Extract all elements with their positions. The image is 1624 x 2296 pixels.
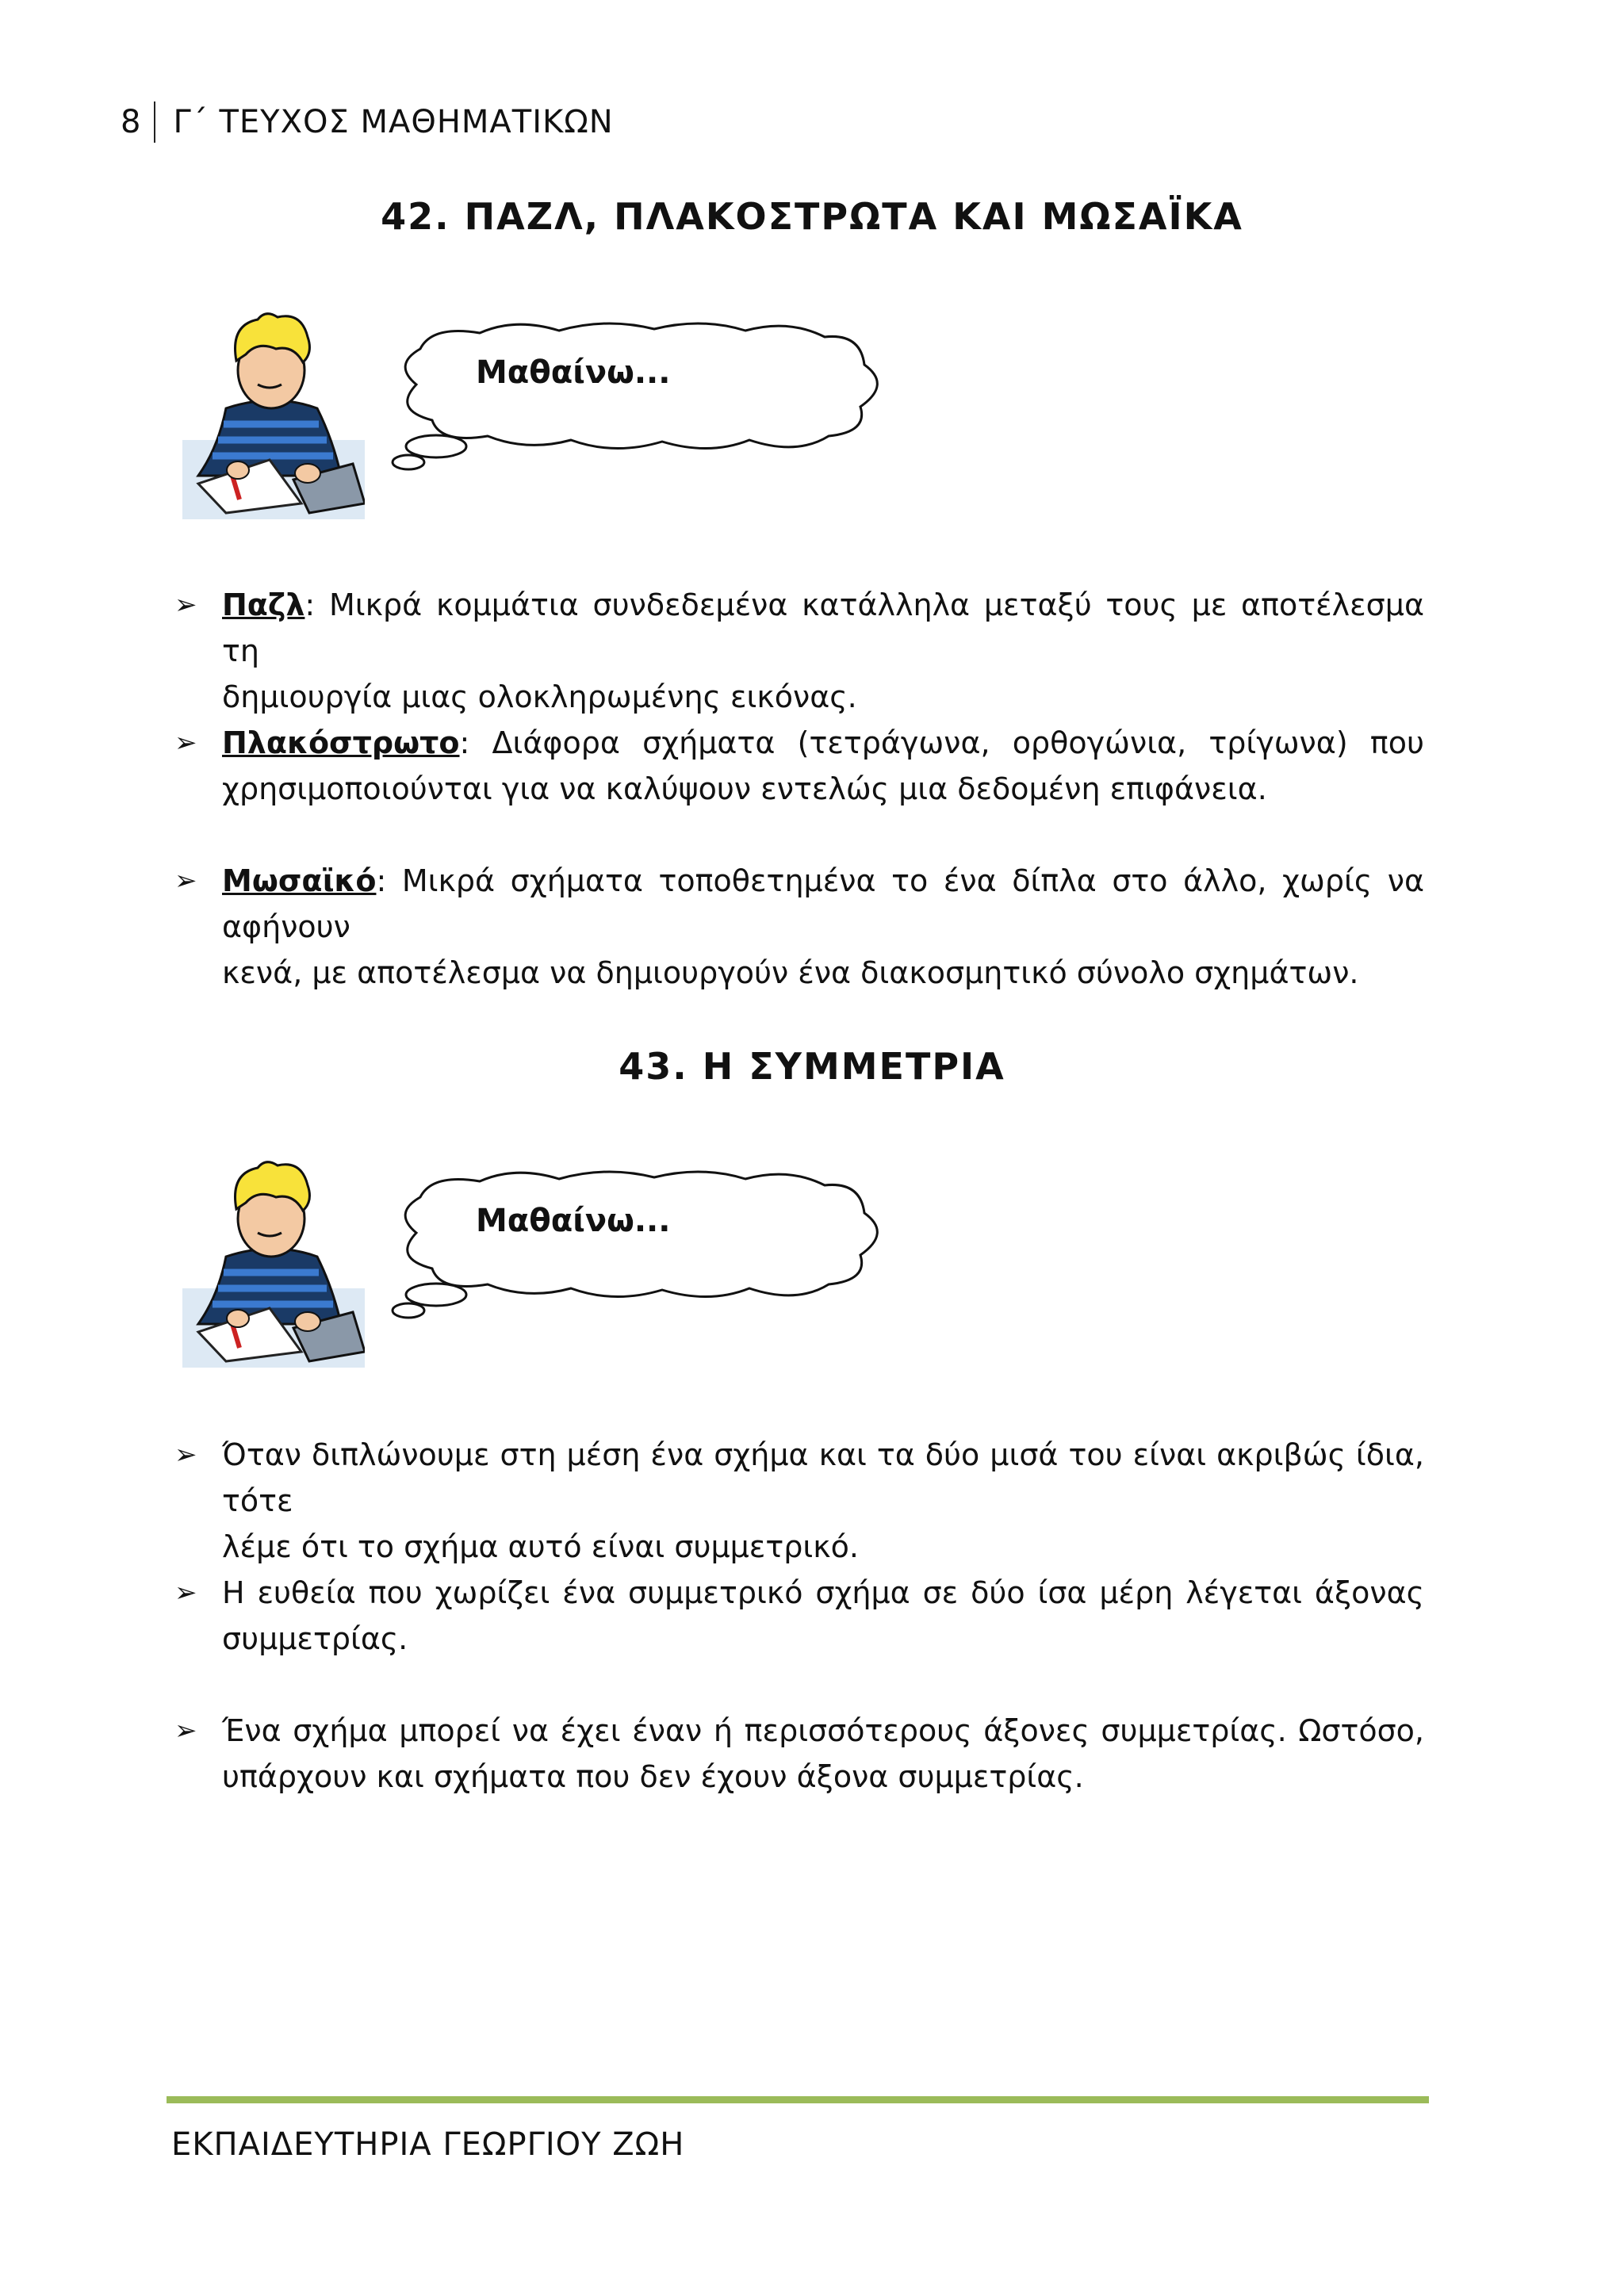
list-item: [174, 1570, 1424, 1662]
thought-bubble-text: Μαθαίνω...: [476, 1203, 671, 1239]
studying-boy-illustration: [182, 1154, 365, 1372]
arrow-bullet-icon: ➢: [174, 1715, 197, 1747]
term: Πλακόστρωτο: [222, 725, 460, 760]
page-number: 8: [121, 104, 142, 140]
term: Παζλ: [222, 587, 305, 622]
document-title: Γ΄ ΤΕΥΧΟΣ ΜΑΘΗΜΑΤΙΚΩΝ: [173, 104, 614, 140]
bullet-text: συμμετρίας.: [222, 1621, 408, 1656]
definition-text: Διάφορα σχήματα (τετράγωνα, ορθογώνια, τρίγωνα) που: [492, 725, 1424, 760]
list-item: [174, 1708, 1424, 1800]
footer-text: ΕΚΠΑΙΔΕΥΤΗΡΙΑ ΓΕΩΡΓΙΟΥ ΖΩΗ: [171, 2126, 685, 2163]
section-43-title: 43. Η ΣΥΜΜΕΤΡΙΑ: [619, 1045, 1005, 1088]
bullet-text: Ένα σχήμα μπορεί να έχει έναν ή περισσότερους άξονες συμμετρίας. Ωστόσο,: [222, 1713, 1424, 1748]
definition-text: χρησιμοποιούνται για να καλύψουν εντελώς μια δεδομένη επιφάνεια.: [222, 771, 1267, 806]
term: Μωσαϊκό: [222, 863, 377, 898]
bullet-text: Όταν διπλώνουμε στη μέση ένα σχήμα και τα δύο μισά του είναι ακριβώς ίδια, τότε: [222, 1437, 1424, 1518]
arrow-bullet-icon: ➢: [174, 1577, 197, 1609]
learning-illustration: [182, 1154, 817, 1391]
list-item: [174, 1432, 1424, 1570]
list-item: ➢ Πλακόστρωτο: Διάφορα σχήματα (τετράγωνα, ορθογώνια, τρίγωνα) που χρησιμοποιούνται για να καλύψουν εντελώς μια δεδομένη επιφάνεια.: [174, 720, 1424, 812]
arrow-bullet-icon: ➢: [174, 727, 197, 759]
definition-text: κενά, με αποτέλεσμα να δημιουργούν ένα διακοσμητικό σύνολο σχημάτων.: [222, 955, 1359, 990]
studying-boy-illustration: [182, 305, 365, 523]
definition-text: Μικρά κομμάτια συνδεδεμένα κατάλληλα μεταξύ τους με αποτέλεσμα τη: [222, 587, 1424, 668]
footer-divider: [167, 2096, 1429, 2103]
arrow-bullet-icon: ➢: [174, 1439, 197, 1471]
list-item: ➢ Μωσαϊκό: Μικρά σχήματα τοποθετημένα το ένα δίπλα στο άλλο, χωρίς να αφήνουν κενά, με αποτέλεσμα να δημιουργούν ένα διακοσμητικό σύνολο σχημάτων.: [174, 858, 1424, 996]
list-item: ➢ Παζλ: Μικρά κομμάτια συνδεδεμένα κατάλληλα μεταξύ τους με αποτέλεσμα τη δημιουργία μιας ολοκληρωμένης εικόνας.: [174, 582, 1424, 720]
bullet-text: Η ευθεία που χωρίζει ένα συμμετρικό σχήμα σε δύο ίσα μέρη λέγεται άξονας: [222, 1575, 1424, 1610]
thought-bubble-text: Μαθαίνω...: [476, 354, 671, 391]
bullet-text: λέμε ότι το σχήμα αυτό είναι συμμετρικό.: [222, 1529, 859, 1564]
thought-cloud: [385, 1169, 987, 1320]
section-42-title: 42. ΠΑΖΛ, ΠΛΑΚΟΣΤΡΩΤΑ ΚΑΙ ΜΩΣΑΪΚΑ: [381, 195, 1243, 238]
learning-illustration: [182, 305, 817, 543]
arrow-bullet-icon: ➢: [174, 589, 197, 621]
definition-text: δημιουργία μιας ολοκληρωμένης εικόνας.: [222, 679, 857, 714]
arrow-bullet-icon: ➢: [174, 865, 197, 897]
bullet-text: υπάρχουν και σχήματα που δεν έχουν άξονα συμμετρίας.: [222, 1759, 1084, 1794]
header-divider: [154, 101, 155, 143]
definition-text: Μικρά σχήματα τοποθετημένα το ένα δίπλα στο άλλο, χωρίς να αφήνουν: [222, 863, 1424, 944]
page-header: [121, 101, 614, 143]
thought-cloud: [385, 321, 987, 472]
